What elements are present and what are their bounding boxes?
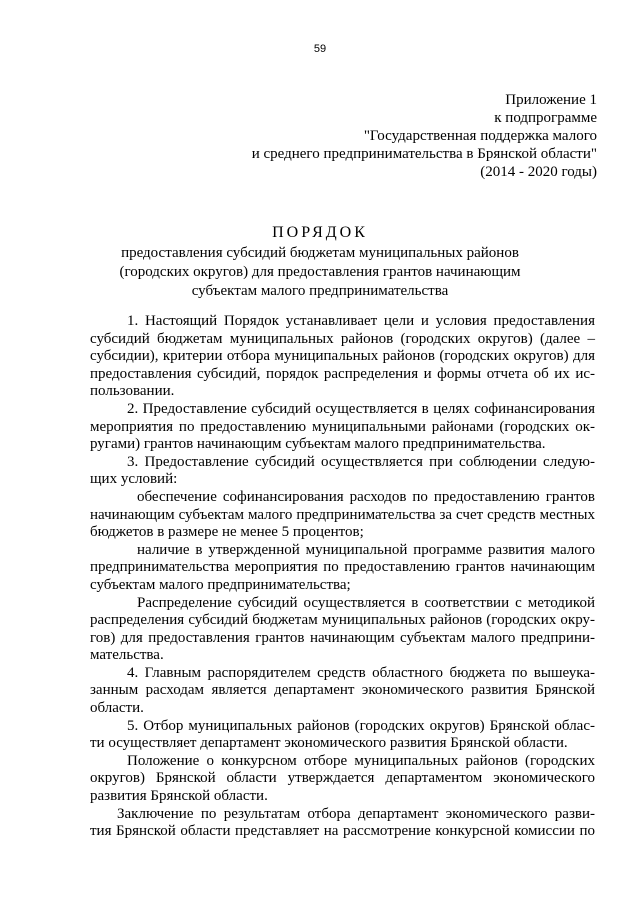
subtitle-line: предоставления субсидий бюджетам муниципальных районов (121, 245, 519, 261)
body-line: Распределение субсидий осуществляется в соответствии с методикой (137, 594, 595, 611)
body-line: 2. Предоставление субсидий осуществляется в целях софинансирования (127, 400, 595, 417)
body-line: начинающим субъектам малого предпринимательства за счет средств местных (90, 506, 595, 523)
page-number: 59 (313, 43, 327, 55)
body-line: ти осуществляет департамент экономического развития Брянской области. (90, 735, 568, 752)
appendix-header (177, 91, 597, 181)
body-line: 3. Предоставление субсидий осуществляется при соблюдении следую- (127, 453, 595, 470)
appendix-line: Приложение 1 (505, 92, 597, 108)
body-line: мероприятия по предоставлению муниципальными районами (городских ок- (90, 418, 595, 435)
document-subtitle (90, 244, 550, 301)
body-line: 5. Отбор муниципальных районов (городских округов) Брянской облас- (127, 717, 595, 734)
appendix-line: (2014 - 2020 годы) (480, 164, 597, 180)
body-line: пользовании. (90, 383, 175, 400)
body-line: бюджетов в размере не менее 5 процентов; (90, 524, 364, 541)
body-line: предпринимательства мероприятия по предоставлению грантов начинающим (90, 559, 595, 576)
body-line: Заключение по результатам отбора департамент экономического разви- (117, 805, 595, 822)
body-line: мательства. (90, 647, 164, 664)
body-line: субъектам малого предпринимательства; (90, 576, 351, 593)
body-line: области. (90, 700, 144, 717)
body-line: ругами) грантов начинающим субъектам малого предпринимательства. (90, 436, 546, 453)
body-line: развития Брянской области. (90, 788, 268, 805)
body-line: предоставления субсидий, порядок распределения и формы отчета об их ис- (90, 365, 595, 382)
body-line: наличие в утвержденной муниципальной программе развития малого (137, 541, 595, 558)
body-line: округов) Брянской области утверждается департаментом экономического (90, 770, 595, 787)
body-line: распределения субсидий бюджетам муниципальных районов (городских окру- (90, 612, 595, 629)
appendix-line: и среднего предпринимательства в Брянской области" (251, 146, 597, 162)
body-line: обеспечение софинансирования расходов по предоставлению грантов (137, 488, 595, 505)
body-line: занным расходам является департамент экономического развития Брянской (90, 682, 595, 699)
document-heading: ПОРЯДОК (272, 224, 368, 241)
body-line: щих условий: (90, 471, 178, 488)
subtitle-line: (городских округов) для предоставления грантов начинающим (119, 264, 521, 280)
body-line: Положение о конкурсном отборе муниципальных районов (городских (127, 752, 595, 769)
body-line: 1. Настоящий Порядок устанавливает цели и условия предоставления (127, 313, 595, 329)
document-body (90, 313, 595, 841)
body-line: гов) для предоставления грантов начинающим субъектам малого предприни- (90, 629, 595, 646)
body-line: 4. Главным распорядителем средств областного бюджета по вышеука- (127, 664, 595, 681)
body-line: тия Брянской области представляет на рассмотрение конкурсной комиссии по (90, 823, 595, 840)
appendix-line: "Государственная поддержка малого (363, 128, 597, 144)
subtitle-line: субъектам малого предпринимательства (191, 283, 449, 299)
body-line: субсидий бюджетам муниципальных районов (городских округов) (далее – (90, 330, 595, 347)
body-line: субсидии), критерии отбора муниципальных районов (городских округов) для (90, 348, 595, 365)
appendix-line: к подпрограмме (494, 110, 597, 126)
